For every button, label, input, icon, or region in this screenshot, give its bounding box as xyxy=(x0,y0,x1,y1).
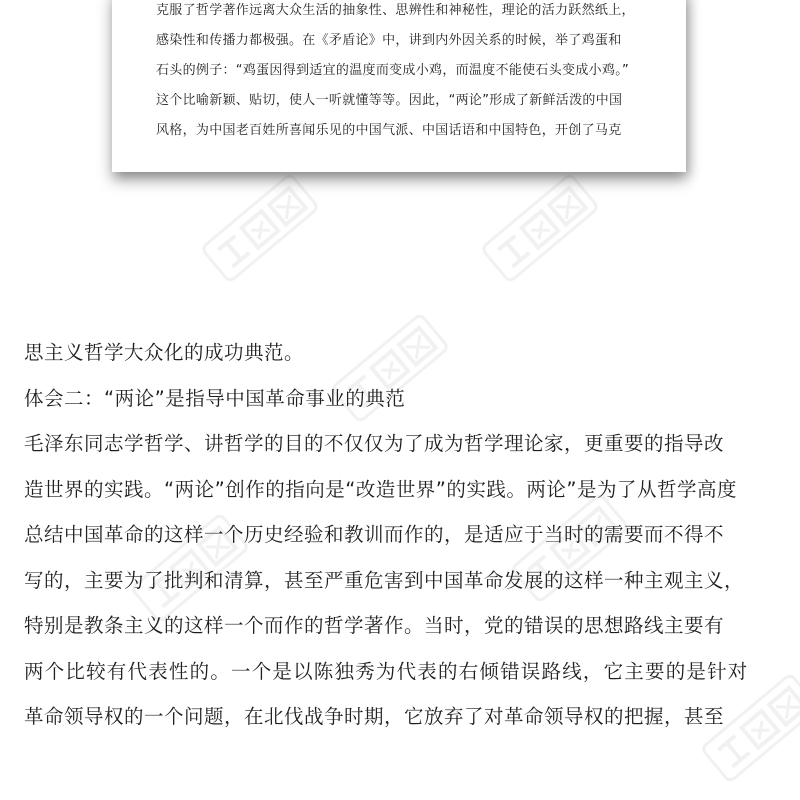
quoted-page-panel xyxy=(112,0,686,172)
section-heading: 体会二：“两论”是指导中国革命事业的典范 xyxy=(24,386,406,410)
panel-line: 这个比喻新颖、贴切，使人一听就懂等等。因此，“两论”形成了新鲜活泼的中国 xyxy=(156,93,623,108)
document-body xyxy=(24,330,784,740)
body-line: 写的，主要为了批判和清算，甚至严重危害到中国革命发展的这样一种主观主义， xyxy=(24,568,745,592)
body-line: 毛泽东同志学哲学、讲哲学的目的不仅仅为了成为哲学理论家，更重要的指导改 xyxy=(24,432,725,455)
body-line: 总结中国革命的这样一个历史经验和教训而作的，是适应于当时的需要而不得不 xyxy=(24,523,725,546)
panel-line: 石头的例子：“鸡蛋因得到适宜的温度而变成小鸡，而温度不能使石头变成小鸡。” xyxy=(156,63,630,78)
panel-line: 克服了哲学著作远离大众生活的抽象性、思辨性和神秘性，理论的活力跃然纸上， xyxy=(156,3,635,18)
watermark-logo xyxy=(196,168,324,288)
body-line: 革命领导权的一个问题，在北伐战争时期，它放弃了对革命领导权的把握，甚至 xyxy=(24,705,725,728)
watermark-logo xyxy=(476,168,604,288)
body-line: 两个比较有代表性的。一个是以陈独秀为代表的右倾错误路线，它主要的是针对 xyxy=(24,659,749,683)
panel-paragraph xyxy=(156,0,662,146)
body-line: 造世界的实践。“两论”创作的指向是“改造世界”的实践。两论”是为了从哲学高度 xyxy=(24,477,738,501)
body-line: 特别是教条主义的这样一个而作的哲学著作。当时，党的错误的思想路线主要有 xyxy=(24,614,725,637)
body-line: 思主义哲学大众化的成功典范。 xyxy=(24,341,305,364)
panel-line: 感染性和传播力都极强。在《矛盾论》中，讲到内外因关系的时候，举了鸡蛋和 xyxy=(156,33,622,48)
panel-line: 风格，为中国老百姓所喜闻乐见的中国气派、中国话语和中国特色，开创了马克 xyxy=(156,123,622,138)
